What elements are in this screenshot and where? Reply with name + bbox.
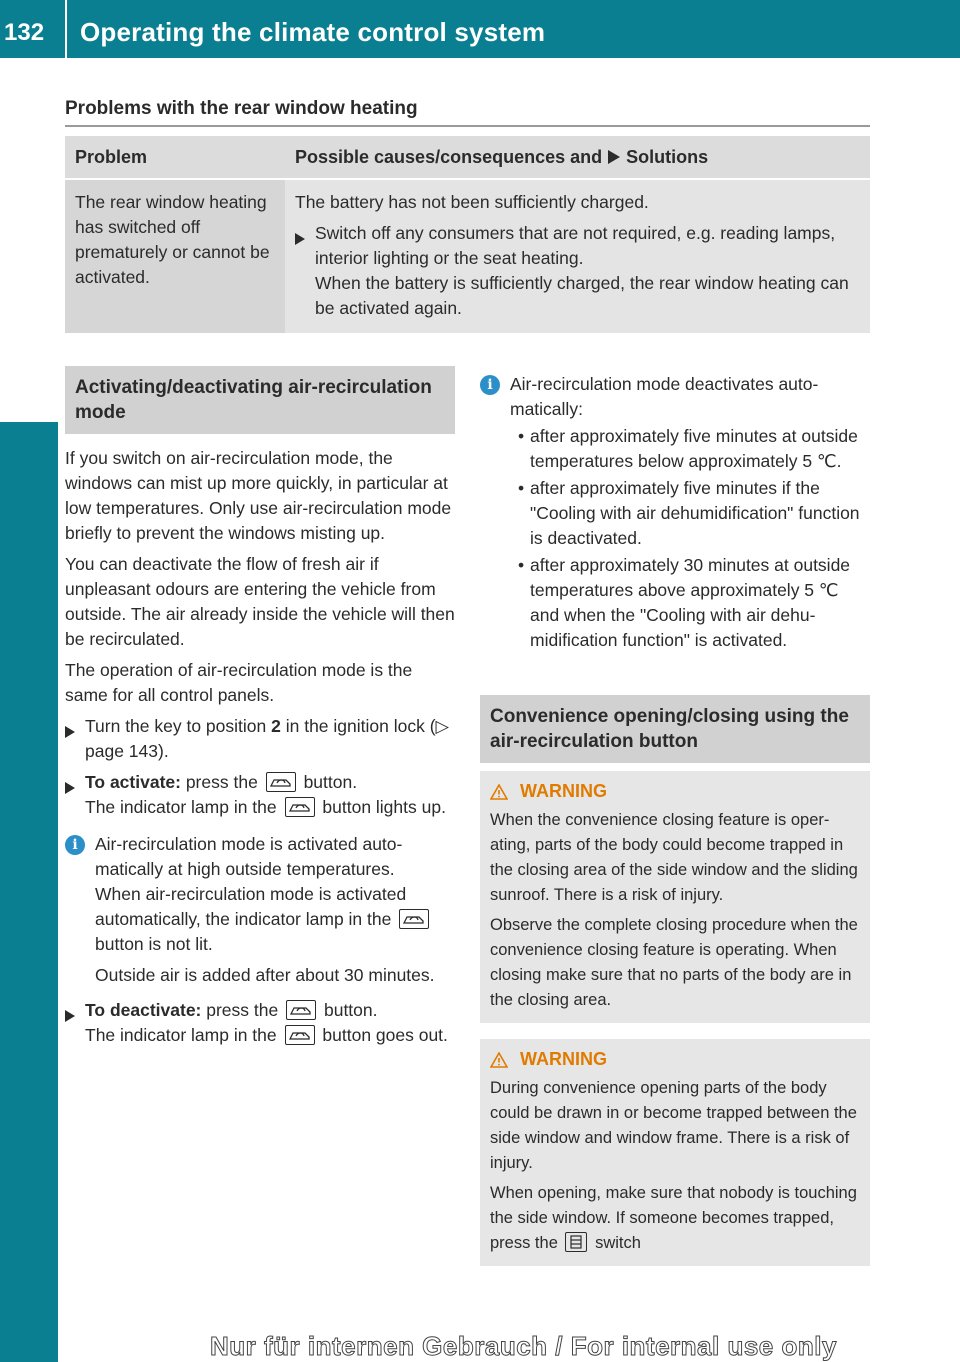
causes-cell <box>285 180 870 333</box>
step-text: press the <box>201 1000 279 1020</box>
solution-step <box>295 221 860 321</box>
bullet: • <box>518 478 525 498</box>
arrow-right-icon <box>608 150 620 164</box>
info-text: Air-recirculation mode deactivates automatically: <box>510 374 819 419</box>
air-recirculation-icon <box>266 772 296 792</box>
list-item <box>510 476 870 551</box>
info-text: When air-recirculation mode is activated automatically, the indicator lamp in the <box>95 884 407 929</box>
warning-box <box>480 1039 870 1266</box>
arrow-right-icon <box>295 233 305 245</box>
paragraph: You can deactivate the flow of fresh air if unpleasant odours are entering the vehicle from outside. The air already inside the vehicle will then be recirculated. <box>65 554 455 649</box>
instruction-step <box>65 714 455 764</box>
instruction-step <box>65 770 455 820</box>
warning-triangle-icon <box>490 1052 508 1068</box>
page-number: 132 <box>4 19 45 46</box>
right-column <box>480 372 870 1266</box>
info-text: Air-recirculation mode is activated automatically at high outside temperatures. <box>95 834 403 879</box>
paragraph: The operation of air-recirculation mode is the same for all control panels. <box>65 660 413 705</box>
column-header-causes-text: Possible causes/consequences and <box>295 146 603 167</box>
left-column <box>65 366 455 1048</box>
solution-note: When the battery is sufficiently charged, the rear window heating can be activated again. <box>315 273 849 318</box>
arrow-right-icon <box>65 1010 75 1022</box>
air-recirculation-icon <box>285 1025 315 1045</box>
watermark-text: Nur für internen Gebrauch / For internal use only <box>210 1331 837 1361</box>
bullet: • <box>518 426 525 446</box>
problems-table <box>65 136 870 333</box>
info-text: button is not lit. <box>95 934 213 954</box>
info-note <box>480 372 870 653</box>
paragraph: If you switch on air-recirculation mode, the windows can mist up more quickly, in particular at low temperatures. Only use air-recirculation mode briefly to prevent the windows misting up. <box>65 448 452 543</box>
warning-box <box>480 771 870 1023</box>
step-label: To deactivate: <box>85 1000 202 1020</box>
air-recirculation-icon <box>285 797 315 817</box>
list-item-text: after approximately five minutes at outside temperatures below approximately 5 ℃. <box>530 426 858 471</box>
step-text: button. <box>323 1000 378 1020</box>
step-text: button. <box>303 772 358 792</box>
step-position: 2 <box>271 716 281 736</box>
air-recirculation-icon <box>286 1000 316 1020</box>
section-heading-recirculation: Activating/deactivating air-recirculation mode <box>65 366 455 434</box>
page-header <box>0 0 960 58</box>
air-recirculation-icon <box>399 909 429 929</box>
table-header-row <box>65 136 870 178</box>
column-header-causes <box>285 145 708 170</box>
step-text: press the <box>180 772 258 792</box>
warning-text: Observe the complete closing procedure when the convenience closing feature is operating. When closing make sure that no parts of the body are in the closing area. <box>490 916 858 1009</box>
warning-label: WARNING <box>520 1049 607 1069</box>
problem-cell: The rear window heating has switched off prematurely or cannot be activated. <box>65 180 285 333</box>
info-icon: i <box>480 375 500 395</box>
section-heading-convenience: Convenience opening/closing using the air-recirculation button <box>480 695 870 763</box>
cause-text: The battery has not been sufficiently charged. <box>295 192 649 212</box>
seat-switch-icon <box>565 1232 587 1252</box>
step-text: The indicator lamp in the <box>85 797 277 817</box>
warning-text: When the convenience closing feature is operating, parts of the body could become trapped in the closing area of the side window and the sliding sunroof. There is a risk of injury. <box>490 811 858 904</box>
table-row <box>65 180 870 333</box>
arrow-right-icon <box>65 726 75 738</box>
info-icon: i <box>65 835 85 855</box>
warning-triangle-icon <box>490 784 508 800</box>
info-note <box>65 832 455 988</box>
list-item-text: after approximately five minutes if the "Cooling with air dehumidification" function is deactivated. <box>530 478 860 548</box>
step-text: button goes out. <box>322 1025 448 1045</box>
bullet: • <box>518 555 525 575</box>
step-text: The indicator lamp in the <box>85 1025 277 1045</box>
warning-title <box>490 1047 860 1072</box>
step-label: To activate: <box>85 772 181 792</box>
warning-text: switch <box>595 1234 641 1252</box>
list-item <box>510 553 870 653</box>
side-tab-label: Climate control <box>16 486 47 690</box>
column-header-solutions-text: Solutions <box>626 146 709 167</box>
section-heading-rear-heating: Problems with the rear window heating <box>65 96 870 127</box>
instruction-step <box>65 998 455 1048</box>
step-text: Turn the key to position <box>85 716 272 736</box>
info-text: Outside air is added after about 30 minutes. <box>95 965 435 985</box>
warning-text: When opening, make sure that nobody is touching the side window. If someone becomes trapped, press the <box>490 1184 857 1252</box>
warning-text: During convenience opening parts of the body could be drawn in or become trapped between the side window and window frame. There is a risk of injury. <box>490 1079 857 1172</box>
page-title: Operating the climate control system <box>80 17 546 47</box>
list-item <box>510 424 870 474</box>
column-header-problem: Problem <box>75 146 148 167</box>
solution-text: Switch off any consumers that are not required, e.g. reading lamps, interior lighting or the seat heating. <box>315 223 836 268</box>
warning-label: WARNING <box>520 781 607 801</box>
step-text: in the ignition lock (▷ page 143). <box>85 716 449 761</box>
arrow-right-icon <box>65 782 75 794</box>
list-item-text: after approximately 30 minutes at outside temperatures above approximately 5 ℃ and when the "Cooling with air dehumidification function" is activated. <box>530 555 851 650</box>
warning-title <box>490 779 860 804</box>
header-divider <box>65 0 67 58</box>
step-text: button lights up. <box>322 797 446 817</box>
